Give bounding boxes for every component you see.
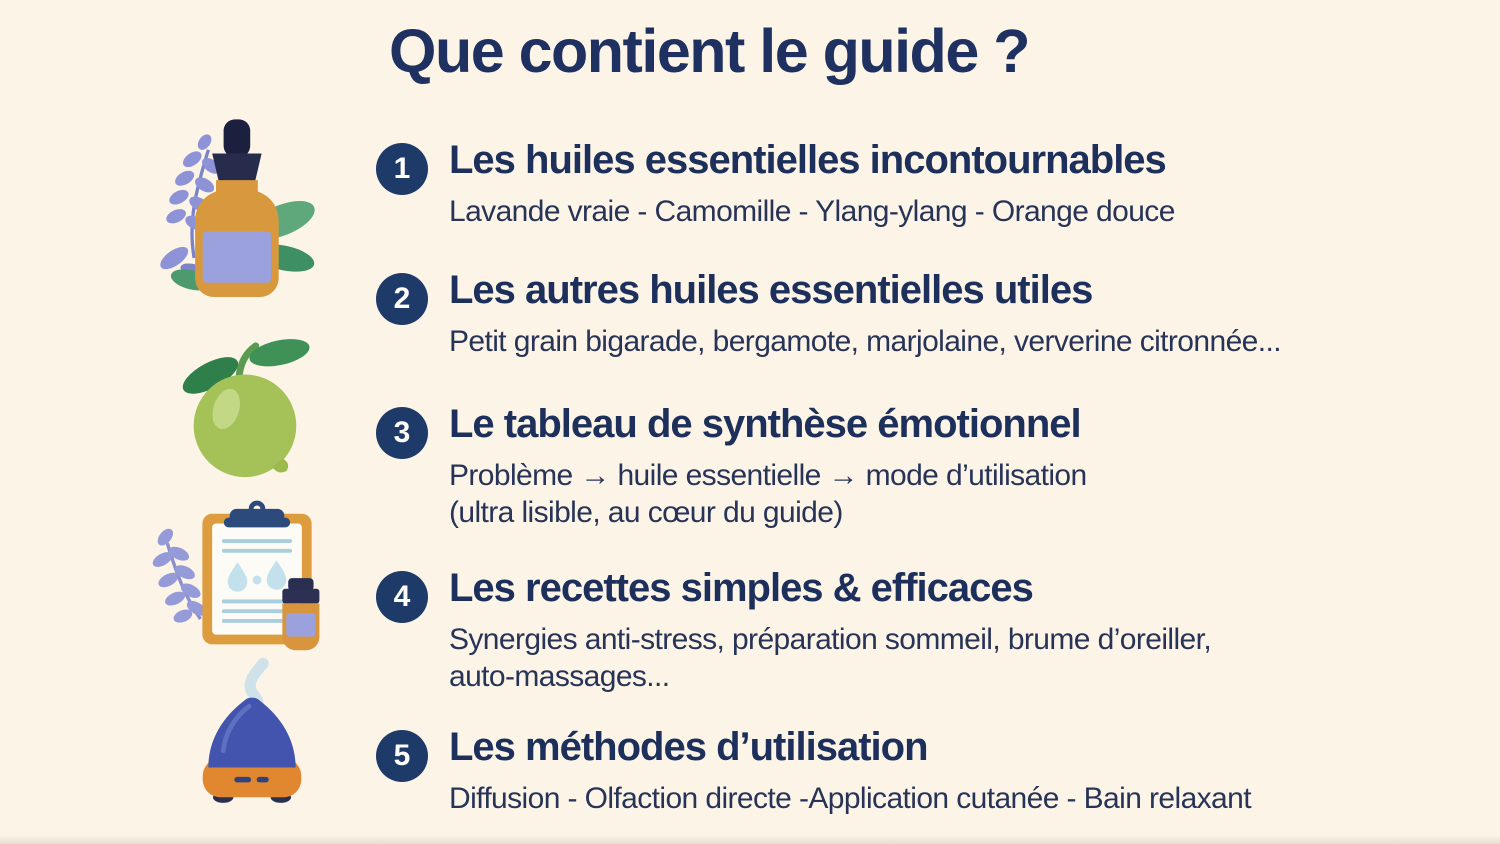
guide-item-4 [376,565,1211,695]
item-1-title: Les huiles essentielles incontournables [449,138,1166,182]
item-1-detail: Lavande vraie - Camomille - Ylang-ylang - Orange douce [449,195,1175,228]
item-5-detail: Diffusion - Olfaction directe -Application cutanée - Bain relaxant [449,782,1251,815]
guide-item-2 [376,267,1281,360]
item-1-number-badge: 1 [376,143,428,195]
item-4-title: Les recettes simples & efficaces [449,566,1033,610]
item-5-title: Les méthodes d’utilisation [449,725,928,769]
item-2-number-badge: 2 [376,273,428,325]
item-5-number-badge: 5 [376,730,428,782]
item-2-detail: Petit grain bigarade, bergamote, marjolaine, ververine citronnée... [449,325,1281,358]
item-4-detail-line-2: auto-massages... [449,660,670,693]
item-3-title: Le tableau de synthèse émotionnel [449,402,1081,446]
item-2-title: Les autres huiles essentielles utiles [449,268,1093,312]
guide-item-1 [376,137,1175,230]
aroma-diffuser-icon [182,656,322,814]
guide-item-5 [376,724,1251,817]
lavender-dropper-bottle-icon [140,112,330,310]
guide-item-3 [376,401,1087,531]
bergamot-lime-icon [168,334,316,482]
item-4-detail-line-1: Synergies anti-stress, préparation sommeil, brume d’oreiller, [449,623,1212,656]
item-3-number-badge: 3 [376,407,428,459]
item-4-number-badge: 4 [376,571,428,623]
clipboard-synthesis-icon [140,498,335,664]
page-title: Que contient le guide ? [389,17,1029,85]
item-3-detail-line-1: Problème → huile essentielle → mode d’utilisation [449,459,1087,492]
item-3-detail-line-2: (ultra lisible, au cœur du guide) [449,496,843,529]
bottom-edge-shadow [0,835,1500,844]
